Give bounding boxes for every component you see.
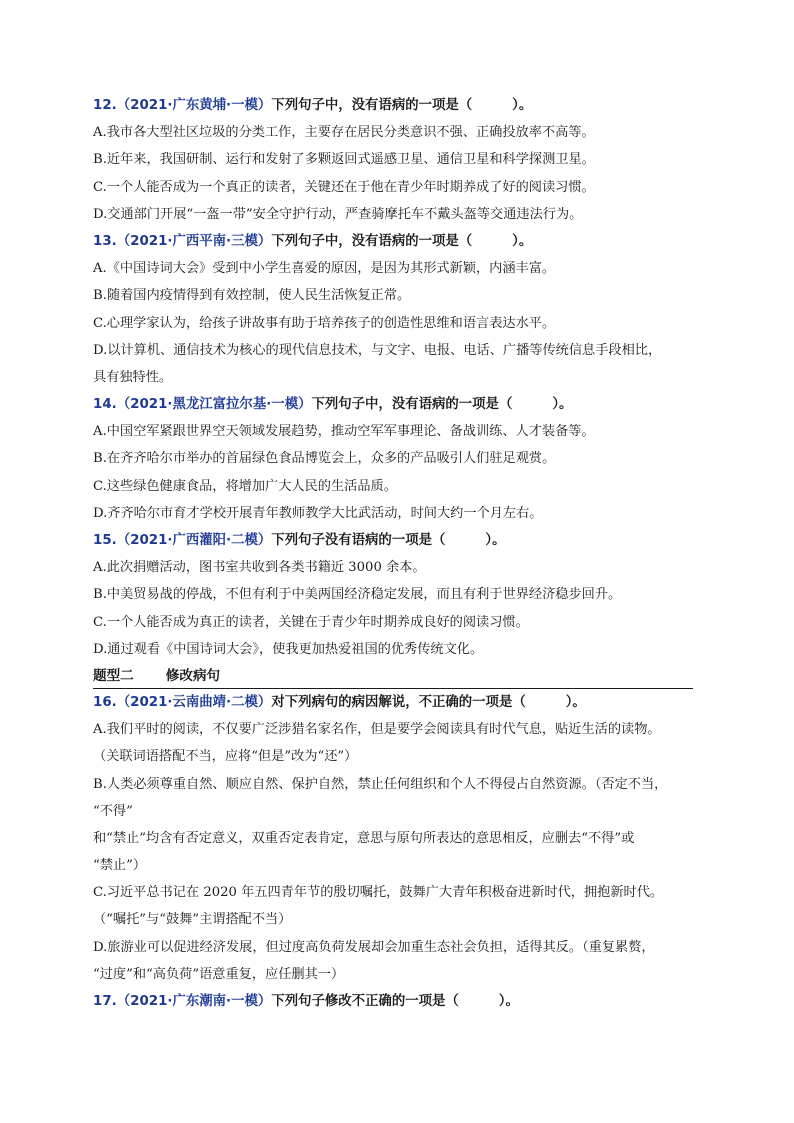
option-line: B.随着国内疫情得到有效控制，使人民生活恢复正常。 <box>93 288 411 304</box>
question-header <box>93 391 705 418</box>
question-header <box>93 527 705 554</box>
option-line: （关联词语搭配不当，应将“但是”改为“还”） <box>93 749 358 765</box>
option-line: 和“禁止”均含有否定意义，双重否定表肯定，意思与原句所表达的意思相反，应删去“不得”或 <box>93 830 635 846</box>
section-heading <box>93 663 693 689</box>
question-number: 14. <box>93 397 117 413</box>
option-line: （“嘱托”与“鼓舞”主谓搭配不当） <box>93 912 292 928</box>
option-line: C.心理学家认为，给孩子讲故事有助于培养孩子的创造性思维和语言表达水平。 <box>93 315 556 331</box>
question-close: ）。 <box>552 397 573 413</box>
section-label: 题型二 <box>93 667 134 684</box>
option-line: D.旅游业可以促进经济发展，但过度高负荷发展却会加重生态社会负担，适得其反。（重复累赘， <box>93 939 655 955</box>
question-source: （2021·黑龙江富拉尔基·一模） <box>116 397 312 413</box>
section-title: 修改病句 <box>165 667 221 684</box>
option-line: D.交通部门开展“一盔一带”安全守护行动，严查骑摩托车不戴头盔等交通违法行为。 <box>93 206 583 222</box>
question-stem: 下列句子中，没有语病的一项是（ <box>271 98 473 113</box>
option-line: B.在齐齐哈尔市举办的首届绿色食品博览会上，众多的产品吸引人们驻足观赏。 <box>93 451 556 467</box>
question-number: 12. <box>93 98 117 113</box>
option-line: B.中美贸易战的停战，不但有利于中美两国经济稳定发展，而且有利于世界经济稳步回升。 <box>93 587 622 603</box>
question-close: ）。 <box>512 98 533 113</box>
question-close: ）。 <box>498 994 519 1009</box>
question-close: ）。 <box>565 694 586 710</box>
question-number: 17. <box>93 994 117 1009</box>
question-stem: 对下列病句的病因解说，不正确的一项是（ <box>271 694 526 710</box>
question-stem: 下列句子修改不正确的一项是（ <box>271 994 459 1009</box>
question-source: （2021·广东黄埔·一模） <box>116 98 272 113</box>
option-line: “禁止”） <box>93 858 147 874</box>
question-number: 15. <box>93 533 117 548</box>
question-block-2 <box>93 689 705 1015</box>
question-stem: 下列句子中，没有语病的一项是（ <box>271 233 473 249</box>
question-header <box>93 988 705 1015</box>
option-line: A.我们平时的阅读，不仅要广泛涉猎名家名作，但是要学会阅读具有时代气息，贴近生活的读物。 <box>93 722 661 738</box>
question-number: 16. <box>93 694 117 710</box>
option-line: C.这些绿色健康食品，将增加广大人民的生活品质。 <box>93 478 397 494</box>
question-stem: 下列句子没有语病的一项是（ <box>271 533 446 548</box>
option-line: B.近年来，我国研制、运行和发射了多颗返回式遥感卫星、通信卫星和科学探测卫星。 <box>93 152 595 168</box>
option-line: D.以计算机、通信技术为核心的现代信息技术，与文字、电报、电话、广播等传统信息手段相比， <box>93 342 662 358</box>
question-close: ）。 <box>512 233 533 249</box>
document-page <box>93 92 705 1015</box>
option-line: A.中国空军紧跟世界空天领域发展趋势，推动空军军事理论、备战训练、人才装备等。 <box>93 424 595 440</box>
option-line: 具有独特性。 <box>93 369 173 385</box>
option-line: D.齐齐哈尔市育才学校开展青年教师教学大比武活动，时间大约一个月左右。 <box>93 505 543 521</box>
option-line: A.此次捐赠活动，图书室共收到各类书籍近 3000 余本。 <box>93 560 426 576</box>
question-header <box>93 228 705 255</box>
question-block-1 <box>93 92 705 663</box>
question-header <box>93 689 705 716</box>
question-number: 13. <box>93 233 117 249</box>
question-source: （2021·广东潮南·一模） <box>116 994 272 1009</box>
option-line: C.一个人能否成为一个真正的读者，关键还在于他在青少年时期养成了好的阅读习惯。 <box>93 179 595 195</box>
option-line: A.《中国诗词大会》受到中小学生喜爱的原因，是因为其形式新颖，内涵丰富。 <box>93 261 556 277</box>
option-line: B.人类必须尊重自然、顺应自然、保护自然，禁止任何组织和个人不得侵占自然资源。（否定不当， <box>93 776 668 792</box>
question-stem: 下列句子中，没有语病的一项是（ <box>311 397 513 413</box>
option-line: C.习近平总书记在 2020 年五四青年节的殷切嘱托，鼓舞广大青年积极奋进新时代，拥抱新时代。 <box>93 885 664 901</box>
option-line: D.通过观看《中国诗词大会》，使我更加热爱祖国的优秀传统文化。 <box>93 641 484 657</box>
question-header <box>93 92 705 119</box>
question-close: ）。 <box>485 533 506 548</box>
question-source: （2021·云南曲靖·二模） <box>116 694 272 710</box>
question-source: （2021·广西灌阳·二模） <box>116 533 272 548</box>
option-line: C.一个人能否成为真正的读者，关键在于青少年时期养成良好的阅读习惯。 <box>93 614 529 630</box>
question-source: （2021·广西平南·三模） <box>116 233 272 249</box>
option-line: “不得” <box>93 803 133 819</box>
option-line: “过度”和“高负荷”语意重复，应任删其一） <box>93 966 345 982</box>
option-line: A.我市各大型社区垃圾的分类工作，主要存在居民分类意识不强、正确投放率不高等。 <box>93 125 595 141</box>
